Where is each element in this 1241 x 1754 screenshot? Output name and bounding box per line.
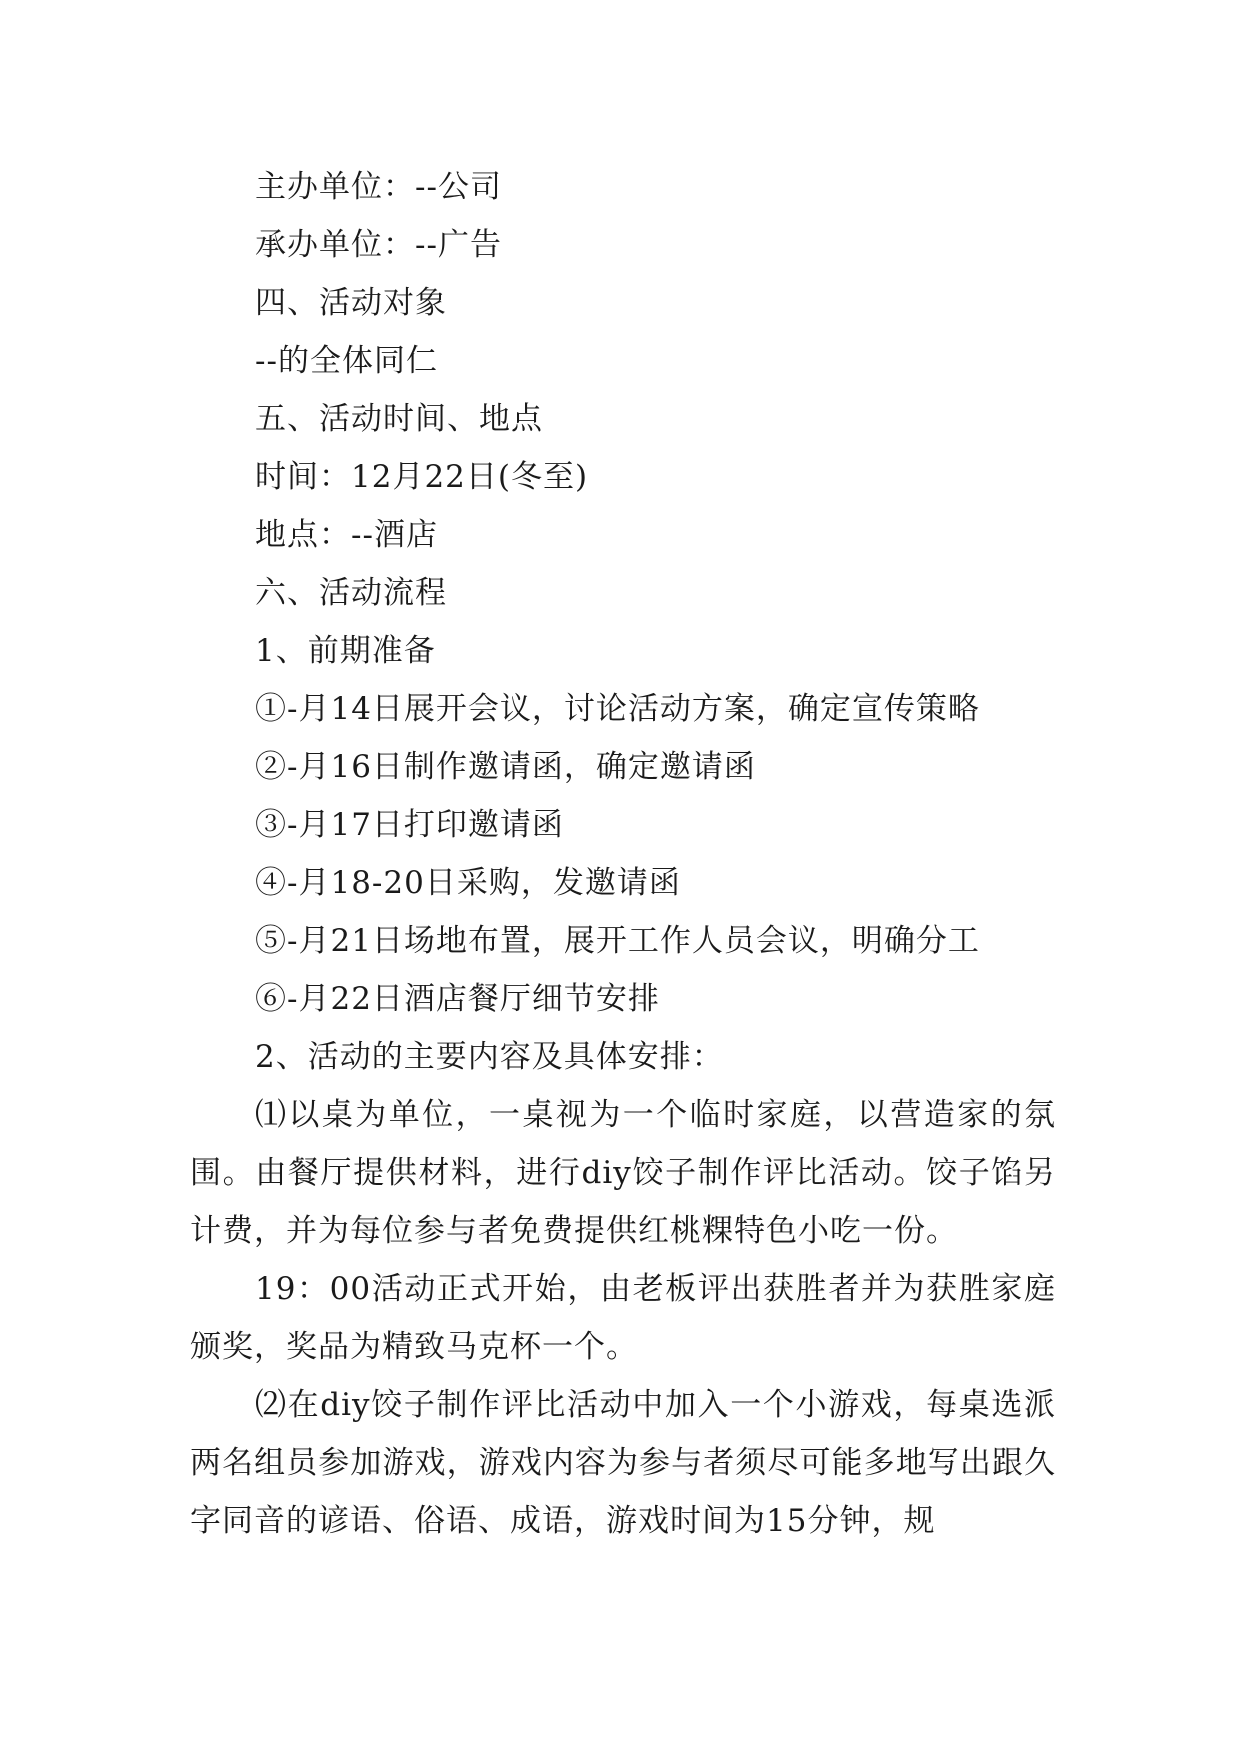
document-body: [190, 158, 1056, 1550]
section-heading-time-place: 五、活动时间、地点: [255, 401, 543, 437]
prep-item-6: ⑥-月22日酒店餐厅细节安排: [255, 981, 660, 1017]
co-organizer-line: 承办单位：--广告: [255, 227, 502, 263]
section-heading-process: 六、活动流程: [255, 575, 447, 611]
prep-item-4: ④-月18-20日采购，发邀请函: [255, 865, 681, 901]
organizer-line: 主办单位：--公司: [255, 169, 502, 205]
prep-item-2: ②-月16日制作邀请函，确定邀请函: [255, 749, 756, 785]
paragraph-mini-game: ⑵在diy饺子制作评比活动中加入一个小游戏，每桌选派两名组员参加游戏，游戏内容为参与者须尽可能多地写出跟久字同音的谚语、俗语、成语，游戏时间为15分钟，规: [190, 1387, 1056, 1539]
subheading-main-content: 2、活动的主要内容及具体安排：: [255, 1039, 724, 1075]
prep-item-1: ①-月14日展开会议，讨论活动方案，确定宣传策略: [255, 691, 980, 727]
place-line: 地点：--酒店: [255, 517, 438, 553]
section-heading-audience: 四、活动对象: [255, 285, 447, 321]
prep-item-3: ③-月17日打印邀请函: [255, 807, 564, 843]
subheading-preparation: 1、前期准备: [255, 633, 436, 669]
prep-item-5: ⑤-月21日场地布置，展开工作人员会议，明确分工: [255, 923, 980, 959]
paragraph-award: 19：00活动正式开始，由老板评出获胜者并为获胜家庭颁奖，奖品为精致马克杯一个。: [190, 1271, 1056, 1365]
paragraph-table-family: ⑴以桌为单位，一桌视为一个临时家庭，以营造家的氛围。由餐厅提供材料，进行diy饺子制作评比活动。饺子馅另计费，并为每位参与者免费提供红桃粿特色小吃一份。: [190, 1097, 1056, 1249]
audience-line: --的全体同仁: [255, 343, 438, 379]
time-line: 时间：12月22日(冬至): [255, 459, 589, 495]
